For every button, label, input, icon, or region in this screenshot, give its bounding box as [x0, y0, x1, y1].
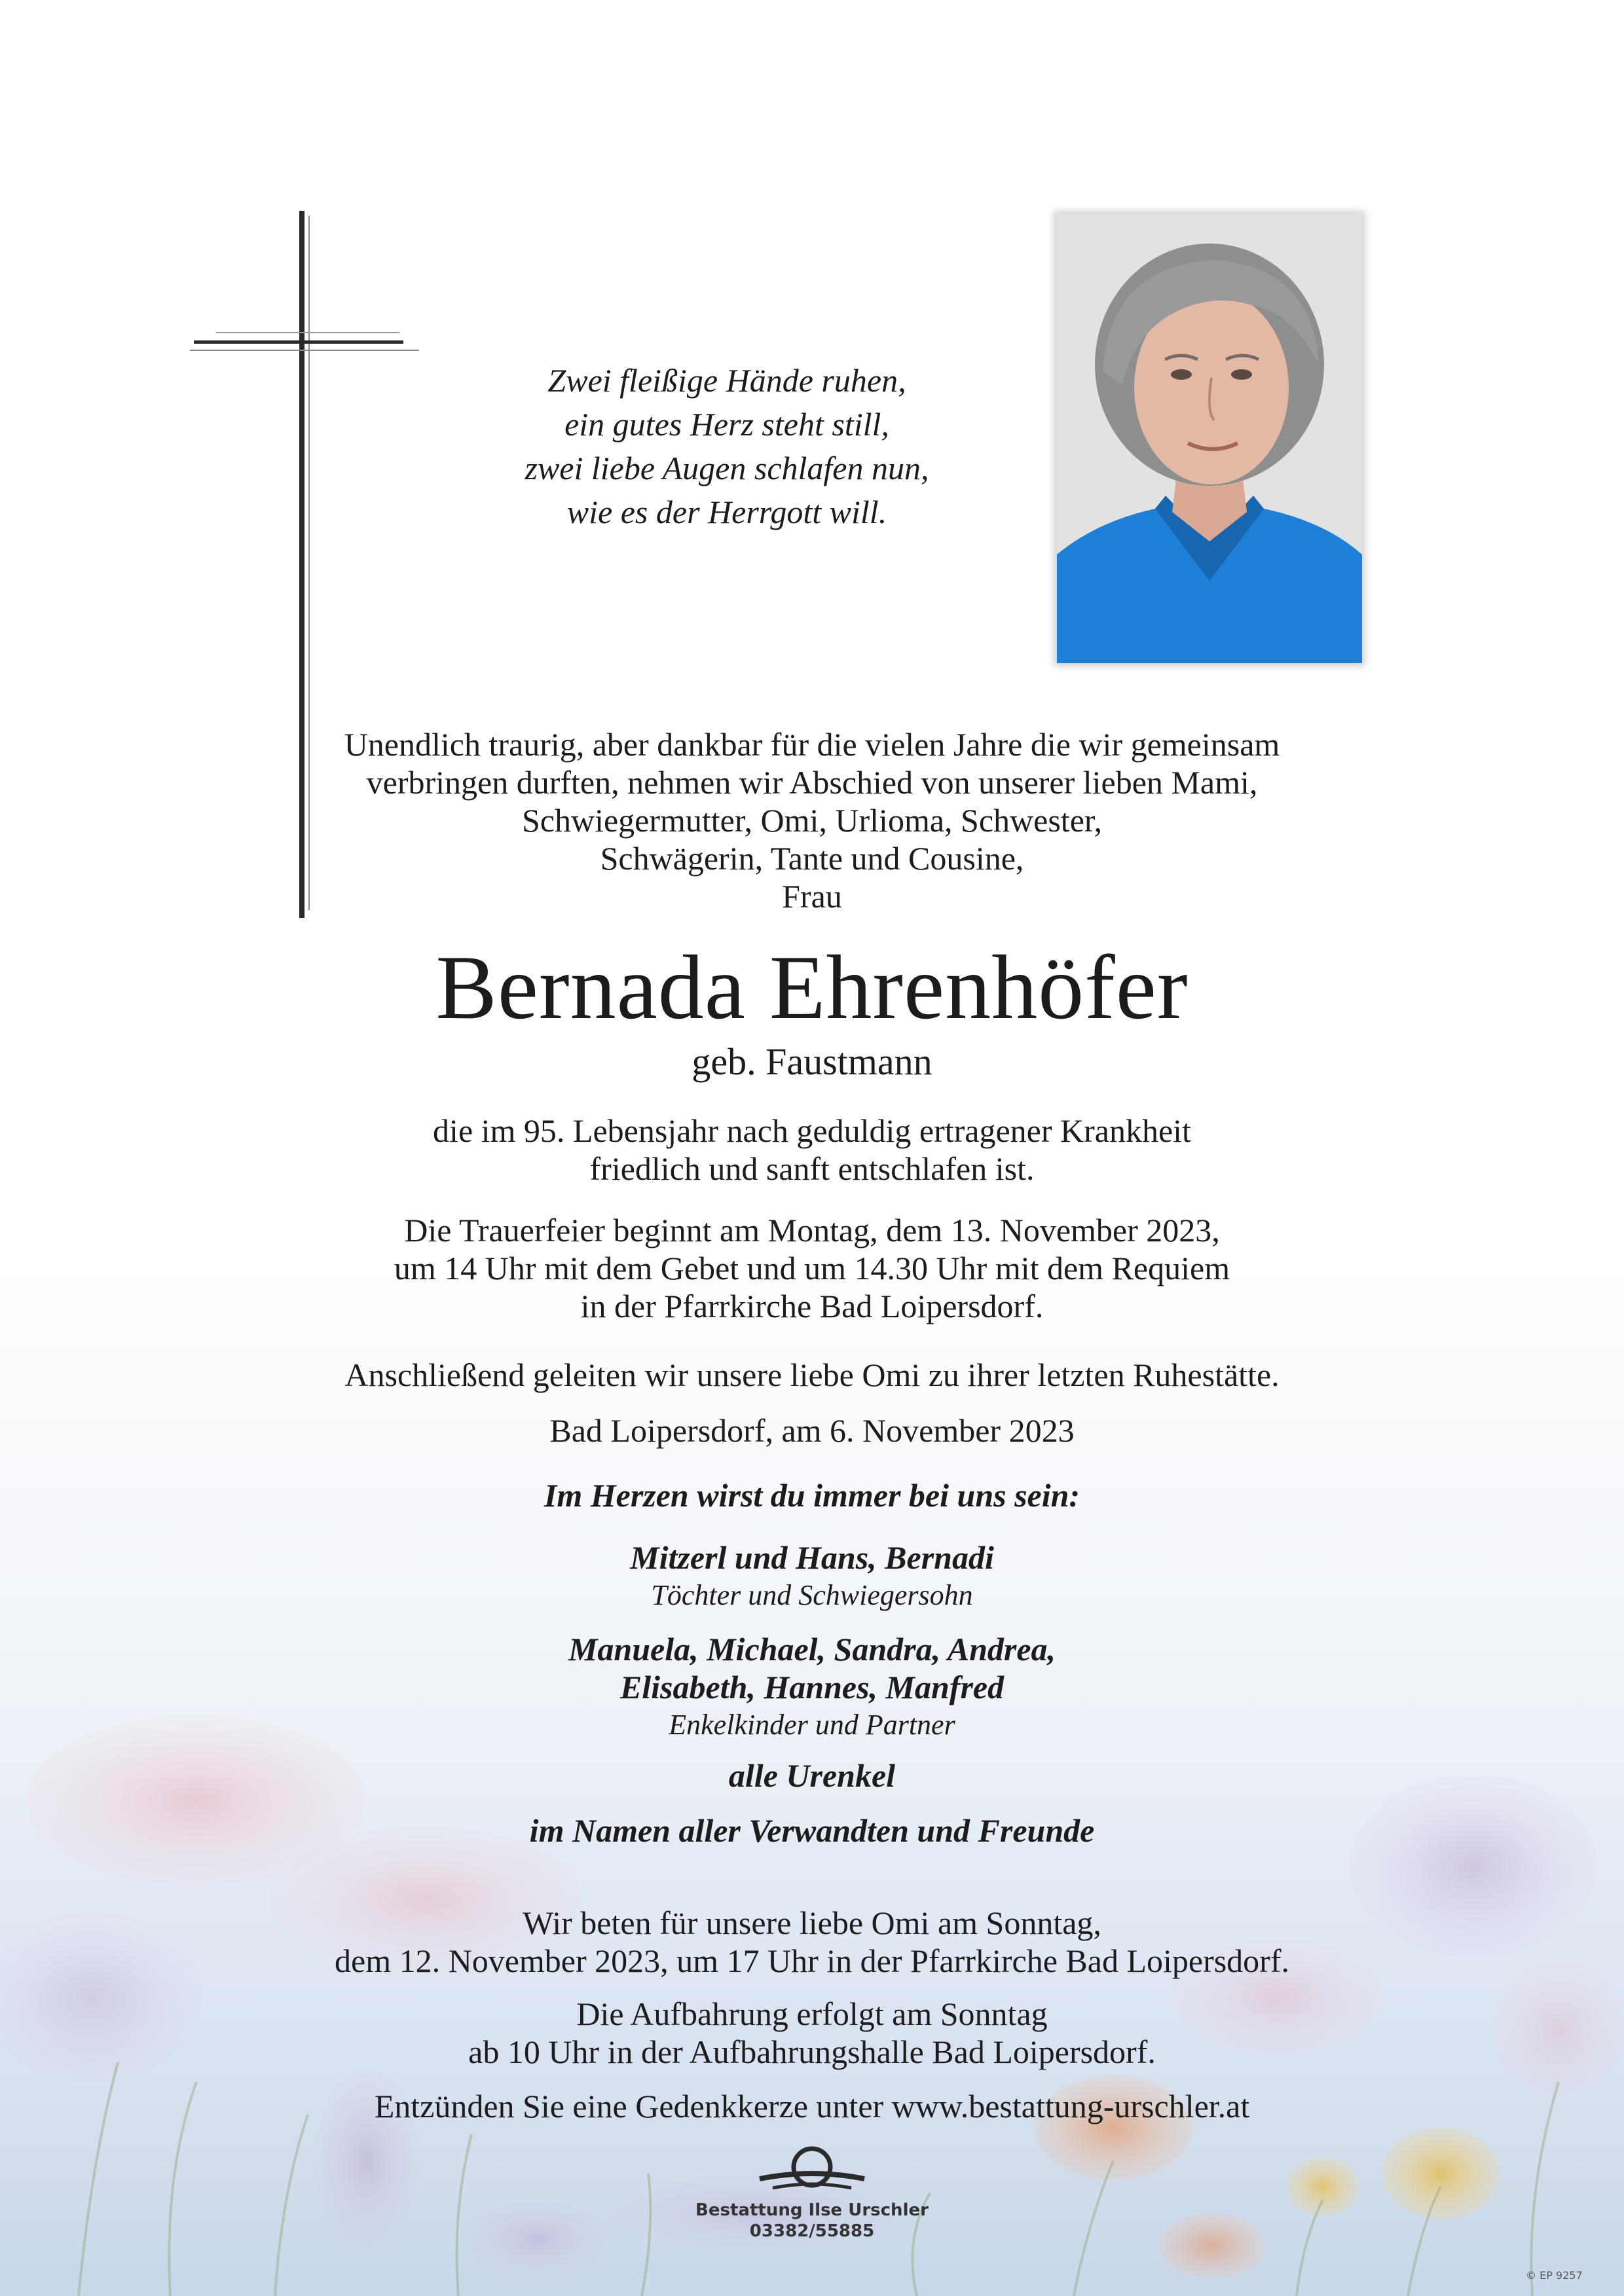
mourners-group2-role: Enkelkinder und Partner: [669, 1709, 955, 1741]
ceremony-text: [0, 1211, 1624, 1325]
intro-text: [0, 725, 1624, 915]
candle-link-text: Entzünden Sie eine Gedenkkerze unter www.bestattung-urschler.at: [374, 2088, 1250, 2124]
funeral-home-logo: [694, 2141, 930, 2272]
poem-line: Zwei fleißige Hände ruhen,: [547, 362, 906, 399]
intro-line: verbringen durften, nehmen wir Abschied von unserer lieben Mami,: [366, 764, 1258, 801]
poem: [419, 359, 1035, 534]
deceased-name: Bernada Ehrenhöfer: [435, 937, 1189, 1038]
sunrise-logo-icon: [747, 2141, 877, 2200]
place-date: Bad Loipersdorf, am 6. November 2023: [549, 1412, 1075, 1449]
funeral-home-name: Bestattung Ilse Urschler: [695, 2200, 929, 2220]
ceremony-line: Die Trauerfeier beginnt am Montag, dem 13. November 2023,: [404, 1212, 1220, 1248]
intro-line: Unendlich traurig, aber dankbar für die vielen Jahre die wir gemeinsam: [344, 726, 1280, 763]
cross-horizontal-shadow: [190, 350, 419, 351]
portrait-photo: [1057, 214, 1362, 663]
mourners-group2-names: Manuela, Michael, Sandra, Andrea,: [568, 1631, 1056, 1667]
intro-line: Frau: [782, 878, 842, 915]
viewing-text: [0, 1995, 1624, 2071]
mourners-group2-names: Elisabeth, Hannes, Manfred: [619, 1669, 1005, 1705]
mourners-closing: im Namen aller Verwandten und Freunde: [529, 1812, 1095, 1849]
burial-text: Anschließend geleiten wir unsere liebe Omi zu ihrer letzten Ruhestätte.: [344, 1357, 1280, 1393]
poem-line: wie es der Herrgott will.: [566, 494, 887, 530]
birth-name: geb. Faustmann: [692, 1040, 932, 1083]
prayer-line: Wir beten für unsere liebe Omi am Sonntag,: [523, 1904, 1101, 1941]
funeral-home-phone: 03382/55885: [749, 2221, 875, 2241]
prayer-text: [0, 1904, 1624, 1980]
viewing-line: Die Aufbahrung erfolgt am Sonntag: [576, 1995, 1048, 2032]
mourners-group1-names: Mitzerl und Hans, Bernadi: [630, 1539, 994, 1576]
mourners-group1-role: Töchter und Schwiegersohn: [651, 1579, 973, 1611]
mourners-heading: Im Herzen wirst du immer bei uns sein:: [544, 1477, 1080, 1514]
mourners-group3-names: alle Urenkel: [728, 1757, 896, 1794]
passing-line: friedlich und sanft entschlafen ist.: [589, 1150, 1035, 1187]
cross-horizontal-beam: [194, 340, 403, 344]
cross-horizontal-highlight: [216, 332, 399, 333]
template-code: © EP 9257: [1526, 2269, 1583, 2282]
passing-text: [0, 1112, 1624, 1188]
passing-line: die im 95. Lebensjahr nach geduldig ertragener Krankheit: [433, 1112, 1191, 1149]
intro-line: Schwägerin, Tante und Cousine,: [600, 840, 1024, 877]
ceremony-line: um 14 Uhr mit dem Gebet und um 14.30 Uhr mit dem Requiem: [394, 1250, 1230, 1286]
poem-line: zwei liebe Augen schlafen nun,: [525, 450, 929, 486]
poem-line: ein gutes Herz steht still,: [564, 406, 889, 443]
prayer-line: dem 12. November 2023, um 17 Uhr in der Pfarrkirche Bad Loipersdorf.: [335, 1942, 1289, 1979]
viewing-line: ab 10 Uhr in der Aufbahrungshalle Bad Loipersdorf.: [468, 2033, 1156, 2070]
intro-line: Schwiegermutter, Omi, Urlioma, Schwester,: [521, 802, 1103, 839]
ceremony-line: in der Pfarrkirche Bad Loipersdorf.: [580, 1288, 1044, 1324]
